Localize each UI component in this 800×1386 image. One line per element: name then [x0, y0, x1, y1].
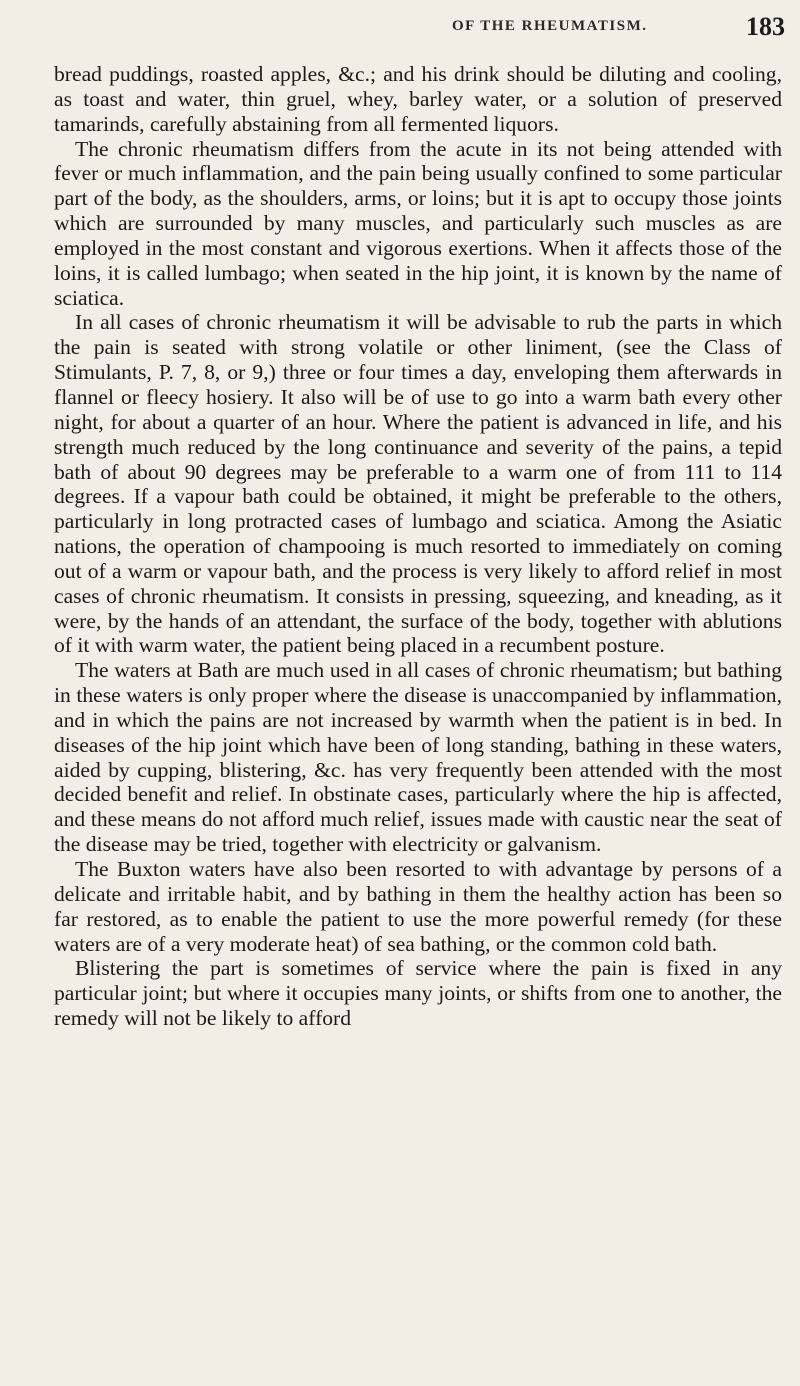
paragraph-diet-continuation: bread puddings, roasted apples, &c.; and his drink should be diluting and cooling, as toast and water, thin gruel, whey, barley water, or a solution of preserved tamarinds, carefully abstaining from all fermented liquors. [54, 62, 782, 136]
running-title: OF THE RHEUMATISM. [452, 18, 648, 34]
paragraph-chronic-rheumatism: The chronic rheumatism differs from the acute in its not being attended with fever or much inflammation, and the pain being usually confined to some particular part of the body, as the shoulders, arms, or loins; but it is apt to occupy those joints which are surrounded by many muscles, and particularly such muscles as are employed in the most constant and vigorous exertions. When it affects those of the loins, it is called lumbago; when seated in the hip joint, it is known by the name of sciatica. [54, 136, 782, 310]
paragraph-blistering: Blistering the part is sometimes of service where the pain is fixed in any particular joint; but where it occupies many joints, or shifts from one to another, the remedy will not be likely to afford [54, 956, 782, 1031]
page-number: 183 [746, 12, 785, 41]
text-body [54, 62, 782, 1031]
paragraph-buxton-waters: The Buxton waters have also been resorted to with advantage by persons of a delicate and irritable habit, and by bathing in them the healthy action has been so far restored, as to enable the patient to use the more powerful remedy (for these waters are of a very moderate heat) of sea bathing, or the common cold bath. [54, 857, 782, 956]
paragraph-bath-waters: The waters at Bath are much used in all cases of chronic rheumatism; but bathing in these waters is only proper where the disease is unaccompanied by inflammation, and in which the pains are not increased by warmth when the patient is in bed. In diseases of the hip joint which have been of long standing, bathing in these waters, aided by cupping, blistering, &c. has very frequently been attended with the most decided benefit and relief. In obstinate cases, particularly where the hip is affected, and these means do not afford much relief, issues made with caustic near the seat of the disease may be tried, together with electricity or galvanism. [54, 658, 782, 857]
paragraph-treatment-liniment-bath: In all cases of chronic rheumatism it will be advisable to rub the parts in which the pain is seated with strong volatile or other liniment, (see the Class of Stimulants, P. 7, 8, or 9,) three or four times a day, enveloping them afterwards in flannel or fleecy hosiery. It also will be of use to go into a warm bath every other night, for about a quarter of an hour. Where the patient is advanced in life, and his strength much reduced by the long continuance and severity of the pains, a tepid bath of about 90 degrees may be preferable to a warm one of from 111 to 114 degrees. If a vapour bath could be obtained, it might be preferable to the others, particularly in long protracted cases of lumbago and sciatica. Among the Asiatic nations, the operation of champooing is much resorted to immediately on coming out of a warm or vapour bath, and the process is very likely to afford relief in most cases of chronic rheumatism. It consists in pressing, squeezing, and kneading, as it were, by the hands of an attendant, the surface of the body, together with ablutions of it with warm water, the patient being placed in a recumbent posture. [54, 310, 782, 658]
running-head [0, 10, 800, 50]
